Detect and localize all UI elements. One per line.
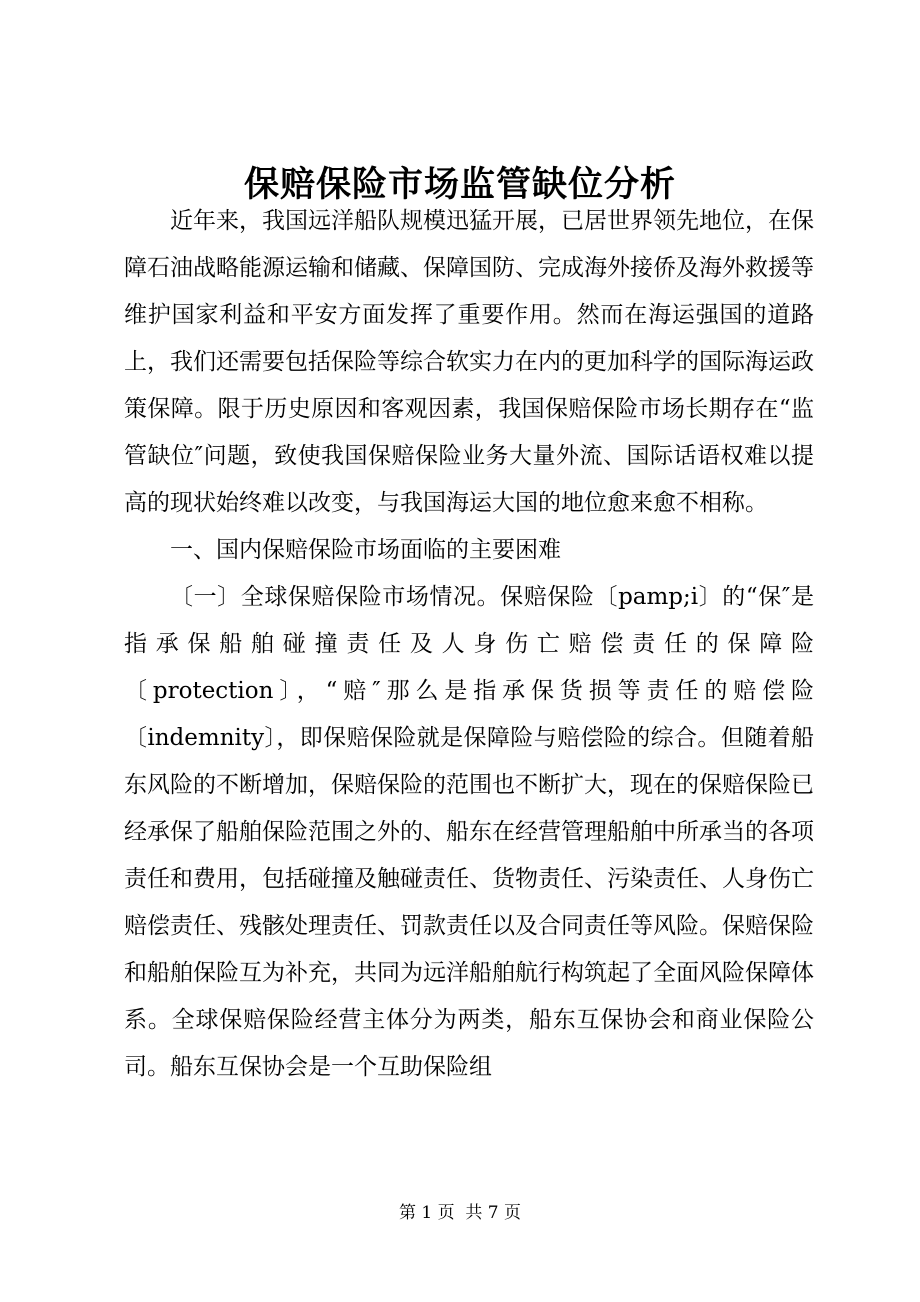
page-number: 第 1 页 共 7 页: [398, 1203, 522, 1223]
document-body: [124, 198, 814, 1091]
page-title: 保赔保险市场监管缺位分析: [243, 164, 676, 205]
paragraph-global-market: 〔一〕全球保赔保险市场情况。保赔保险〔pamp;i〕的“保″是指承保船舶碰撞责任及人身伤亡赔偿责任的保障险〔protection〕，“赔″那么是指承保货损等责任的赔偿险〔indemnity〕，即保赔保险就是保障险与赔偿险的综合。但随着船东风险的不断增加，保赔保险的范围也不断扩大，现在的保赔保险已经承保了船舶保险范围之外的、船东在经营管理船舶中所承当的各项责任和费用，包括碰撞及触碰责任、货物责任、污染责任、人身伤亡赔偿责任、残骸处理责任、罚款责任以及合同责任等风险。保赔保险和船舶保险互为补充，共同为远洋船舶航行构筑起了全面风险保障体系。全球保赔保险经营主体分为两类，船东互保协会和商业保险公司。船东互保协会是一个互助保险组: [124, 584, 814, 1080]
page-footer: [0, 1198, 920, 1228]
section-heading: 一、国内保赔保险市场面临的主要困难: [170, 537, 561, 563]
paragraph-intro: 近年来，我国远洋船队规模迅猛开展，已居世界领先地位，在保障石油战略能源运输和储藏、保障国防、完成海外接侨及海外救援等维护国家利益和平安方面发挥了重要作用。然而在海运强国的道路上，我们还需要包括保险等综合软实力在内的更加科学的国际海运政策保障。限于历史原因和客观因素，我国保赔保险市场长期存在“监管缺位″问题，致使我国保赔保险业务大量外流、国际话语权难以提高的现状始终难以改变，与我国海运大国的地位愈来愈不相称。: [124, 208, 814, 516]
